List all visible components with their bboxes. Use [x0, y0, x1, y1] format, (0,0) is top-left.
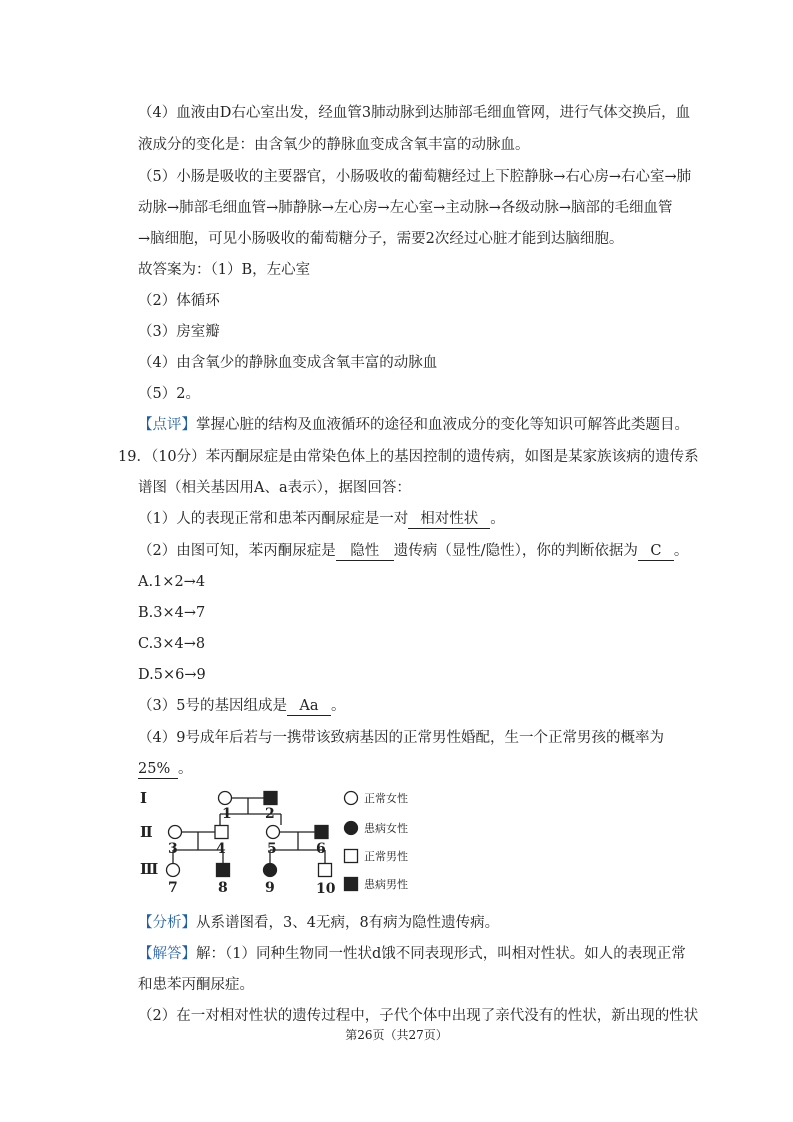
person-4-normal-male [215, 826, 228, 839]
person-1-normal-female [219, 792, 232, 805]
para-5-line2: 动脉→肺部毛细血管→肺静脉→左心房→左心室→主动脉→各级动脉→脑部的毛细血管 [138, 200, 673, 216]
legend-affected-male: 患病男性 [364, 878, 408, 891]
para-4-line2: 液成分的变化是：由含氧少的静脉血变成含氧丰富的动脉血。 [138, 137, 530, 153]
answer-5: （5）2。 [138, 386, 200, 402]
legend-normal-male-icon [345, 850, 358, 863]
q3-prefix: （3）5号的基因组成是 [138, 698, 287, 714]
q19-part3 [138, 696, 345, 716]
label-9: 9 [265, 880, 275, 896]
answer-lead: 故答案为：（1）B，左心室 [138, 262, 311, 278]
answer-3: （3）房室瓣 [138, 324, 220, 340]
q1-prefix: （1）人的表现正常和患苯丙酮尿症是一对 [138, 511, 409, 527]
solution-line1 [138, 944, 686, 964]
option-b: B.3×4→7 [138, 605, 206, 621]
analysis-tag: 【分析】 [138, 915, 196, 931]
legend-affected-female: 患病女性 [364, 822, 408, 835]
label-5: 5 [267, 841, 277, 857]
q4-suffix: 。 [178, 761, 193, 777]
gen-1-label: Ⅰ [140, 789, 148, 807]
page-footer: 第26页（共27页） [345, 1028, 448, 1042]
para-4-line1: （4）血液由D右心室出发，经血管3肺动脉到达肺部毛细血管网，进行气体交换后，血 [138, 105, 691, 121]
person-6-affected-male [315, 826, 328, 839]
person-8-affected-male [217, 864, 230, 877]
pedigree-chart [138, 782, 438, 904]
q19-stem-line2: 谱图（相关基因用A、a表示），据图回答： [138, 480, 411, 496]
q19-part4-line1: （4）9号成年后若与一携带该致病基因的正常男性婚配，生一个正常男孩的概率为 [138, 730, 664, 746]
legend-normal-male: 正常男性 [364, 850, 408, 863]
legend-normal-female: 正常女性 [364, 792, 408, 805]
q3-answer-blank: Aa [287, 698, 331, 716]
analysis-text: 从系谱图看，3、4无病，8有病为隐性遗传病。 [196, 915, 500, 931]
label-6: 6 [316, 841, 326, 857]
q19-part2 [138, 541, 688, 561]
person-7-normal-female [167, 864, 180, 877]
q2-middle: 遗传病（显性/隐性），你的判断依据为 [393, 543, 638, 559]
solution-text-1: 解：（1）同种生物同一性状d饿不同表现形式，叫相对性状。如人的表现正常 [196, 946, 686, 962]
para-5-line1: （5）小肠是吸收的主要器官，小肠吸收的葡萄糖经过上下腔静脉→右心房→右心室→肺 [138, 169, 692, 185]
q2-suffix: 。 [673, 543, 689, 559]
label-4: 4 [216, 841, 226, 857]
gen-3-label: Ⅲ [140, 860, 159, 878]
solution-tag: 【解答】 [138, 946, 196, 962]
option-c: C.3×4→8 [138, 636, 206, 652]
q2-prefix: （2）由图可知，苯丙酮尿症是 [138, 543, 336, 559]
legend-normal-female-icon [345, 792, 358, 805]
label-10: 10 [316, 881, 336, 897]
label-8: 8 [218, 880, 228, 896]
label-2: 2 [265, 806, 275, 822]
q2-answer-blank-2: C [638, 543, 674, 561]
q19-stem-line1: 19．（10分）苯丙酮尿症是由常染色体上的基因控制的遗传病，如图是某家族该病的遗传系 [118, 449, 699, 465]
label-7: 7 [168, 880, 178, 896]
q19-part1 [138, 509, 505, 529]
legend-affected-male-icon [345, 878, 358, 891]
q19-part4-line2 [138, 759, 193, 779]
label-1: 1 [222, 806, 232, 822]
person-10-normal-male [319, 864, 332, 877]
label-3: 3 [168, 841, 178, 857]
legend-affected-female-icon [345, 822, 358, 835]
option-a: A.1×2→4 [138, 574, 206, 590]
option-d: D.5×6→9 [138, 667, 206, 683]
q1-suffix: 。 [490, 511, 505, 527]
q2-answer-blank: 隐性 [336, 543, 394, 561]
person-5-normal-female [267, 826, 280, 839]
gen-2-label: Ⅱ [140, 823, 153, 841]
comment-line [138, 415, 689, 435]
solution-line3: （2）在一对相对性状的遗传过程中，子代个体中出现了亲代没有的性状，新出现的性状 [138, 1008, 699, 1024]
comment-text: 掌握心脏的结构及血液循环的途径和血液成分的变化等知识可解答此类题目。 [196, 417, 689, 433]
answer-2: （2）体循环 [138, 293, 220, 309]
analysis-line [138, 913, 499, 933]
comment-tag: 【点评】 [138, 417, 196, 433]
person-9-affected-female [264, 864, 277, 877]
answer-4: （4）由含氧少的静脉血变成含氧丰富的动脉血 [138, 355, 438, 371]
q1-answer-blank: 相对性状 [408, 511, 490, 529]
q3-suffix: 。 [330, 698, 346, 714]
q4-answer-blank: 25% [138, 761, 178, 779]
person-3-normal-female [169, 826, 182, 839]
para-5-line3: →脑细胞，可见小肠吸收的葡萄糖分子，需要2次经过心脏才能到达脑细胞。 [138, 231, 624, 247]
solution-line2: 和患苯丙酮尿症。 [138, 977, 254, 993]
person-2-affected-male [264, 792, 277, 805]
